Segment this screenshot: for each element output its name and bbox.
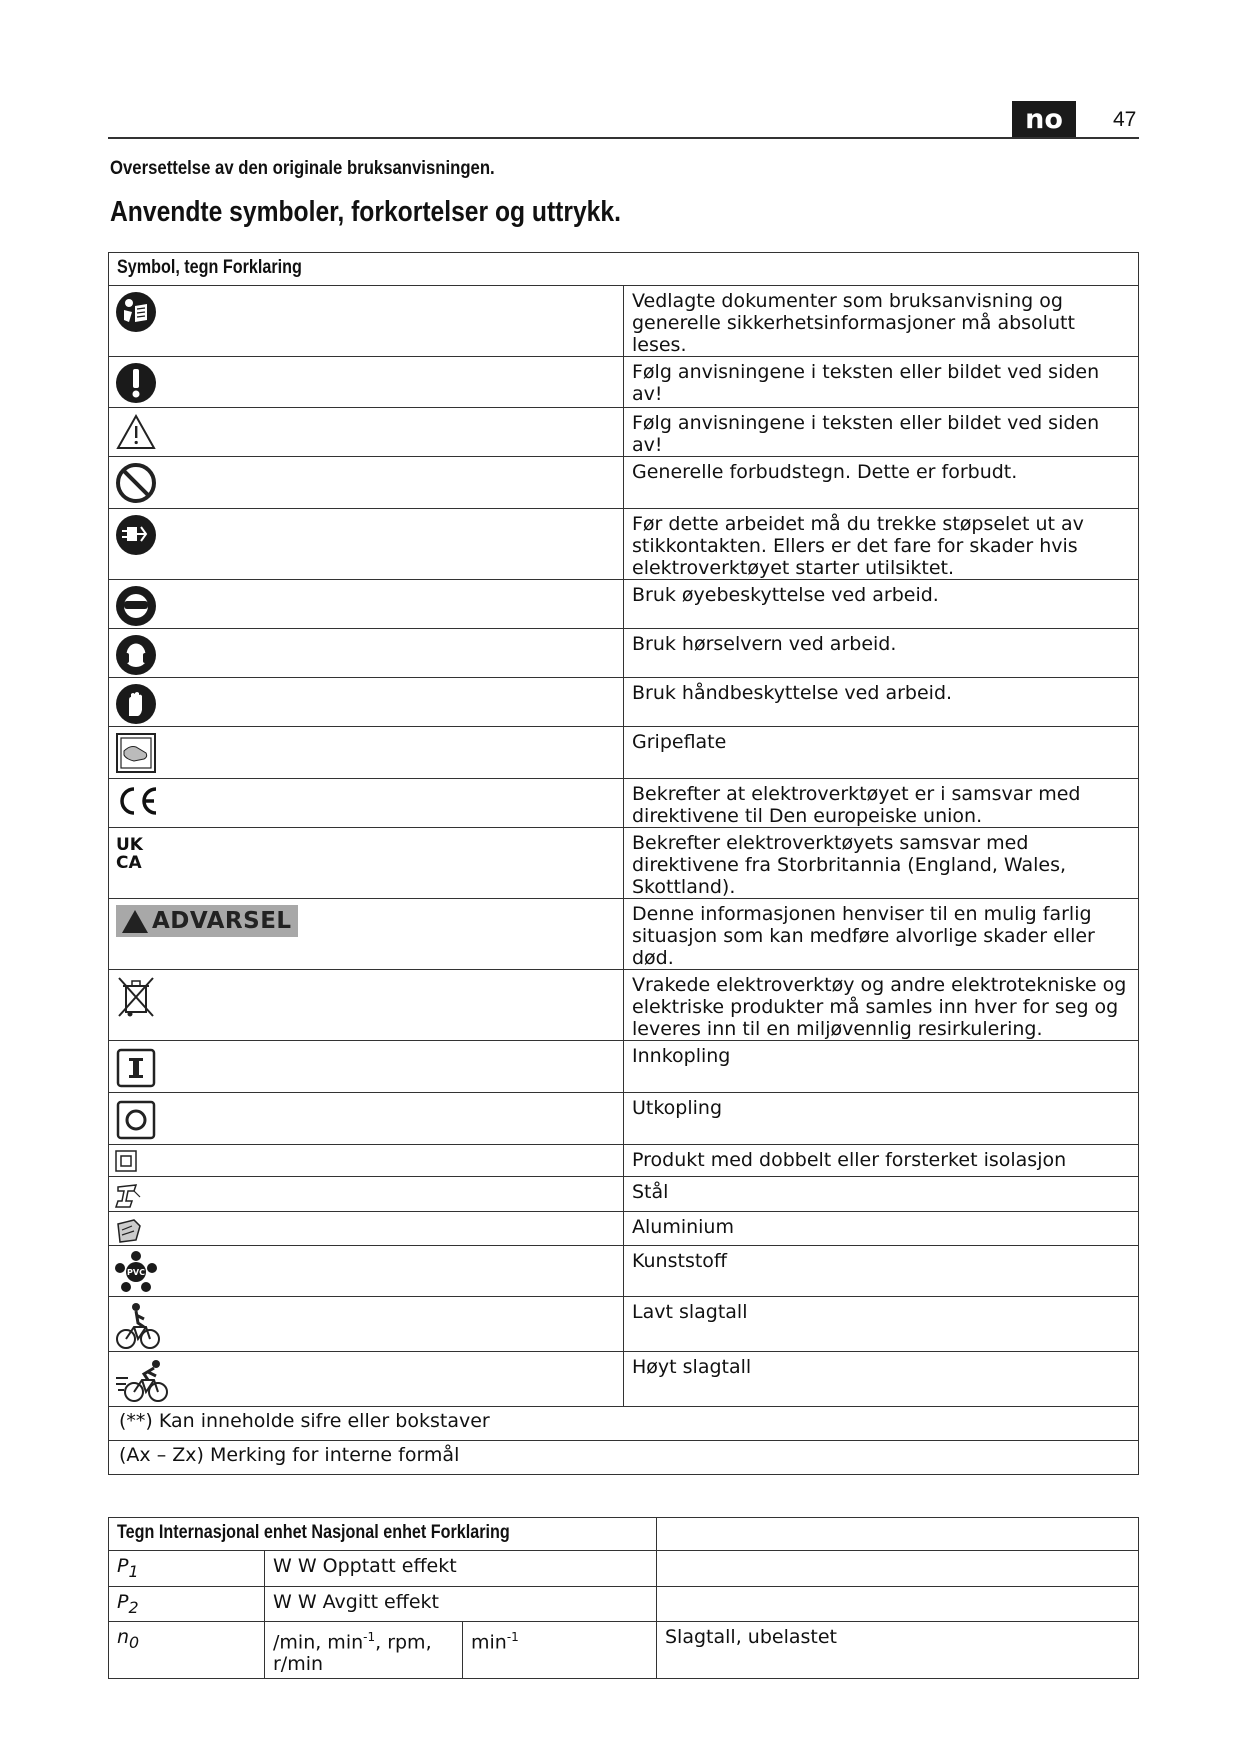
row-text: Vedlagte dokumenter som bruksanvisning og generelle sikkerhetsinformasjoner må absolutt leses. — [624, 286, 1139, 357]
national-unit-text: min — [471, 1631, 507, 1654]
row-text: Bruk øyebeskyttelse ved arbeid. — [624, 580, 1139, 629]
table-row — [109, 1297, 1139, 1352]
symbol-table-header-label: Symbol, tegn Forklaring — [117, 257, 302, 278]
switch-on-icon — [114, 1045, 158, 1091]
steel-icon — [114, 1181, 144, 1209]
exclamation-circle-icon — [114, 361, 158, 405]
row-text: Utkopling — [624, 1093, 1139, 1145]
weee-bin-icon — [114, 974, 158, 1020]
international-unit: W W Opptatt effekt — [265, 1551, 657, 1587]
svg-text:UK: UK — [116, 835, 143, 855]
row-text: Produkt med dobbelt eller forsterket isolasjon — [624, 1145, 1139, 1177]
table-row — [109, 970, 1139, 1041]
high-speed-bicycle-icon — [114, 1356, 170, 1406]
table-row — [109, 1246, 1139, 1297]
symbol-table-header — [109, 253, 1139, 286]
page-title: Anvendte symboler, forkortelser og uttrykk. — [110, 196, 621, 228]
row-text: Bekrefter at elektroverktøyet er i samsvar med direktivene til Den europeiske union. — [624, 779, 1139, 828]
sign-letter: n — [117, 1626, 130, 1648]
row-text: Bruk håndbeskyttelse ved arbeid. — [624, 678, 1139, 727]
unit-superscript: -1 — [506, 1630, 519, 1644]
prohibition-icon — [114, 461, 158, 505]
unplug-icon — [114, 513, 158, 557]
row-text: Bekrefter elektroverktøyets samsvar med direktivene fra Storbritannia (England, Wales, Skottland). — [624, 828, 1139, 899]
footnote-text: (Ax – Zx) Merking for interne formål — [109, 1441, 1139, 1475]
hand-protection-icon — [114, 682, 158, 726]
table-row — [109, 678, 1139, 727]
row-text: Lavt slagtall — [624, 1297, 1139, 1352]
table-row — [109, 286, 1139, 357]
advarsel-label — [116, 905, 298, 937]
row-text: Før dette arbeidet må du trekke støpselet ut av stikkontakten. Ellers er det fare for skader hvis elektroverktøyet starter utilsiktet. — [624, 509, 1139, 580]
international-unit — [265, 1622, 463, 1679]
eye-protection-icon — [114, 584, 158, 628]
language-tag: no — [1012, 101, 1076, 138]
table-row — [109, 779, 1139, 828]
sign-cell — [109, 1551, 265, 1587]
plastic-pvc-icon — [114, 1250, 158, 1294]
row-text: Generelle forbudstegn. Dette er forbudt. — [624, 457, 1139, 509]
document-subtitle: Oversettelse av den originale bruksanvisningen. — [110, 158, 495, 179]
warning-icon — [122, 910, 148, 933]
row-text: Følg anvisningene i teksten eller bildet ved siden av! — [624, 408, 1139, 457]
row-text: Denne informasjonen henviser til en mulig farlig situasjon som kan medføre alvorlige skader eller død. — [624, 899, 1139, 970]
ear-protection-icon — [114, 633, 158, 677]
ukca-mark-icon — [114, 832, 154, 872]
international-unit-b: , rpm, r/min — [273, 1631, 432, 1676]
row-text: Høyt slagtall — [624, 1352, 1139, 1407]
row-text: Følg anvisningene i teksten eller bildet ved siden av! — [624, 357, 1139, 408]
warning-triangle-icon — [114, 412, 158, 452]
sign-cell — [109, 1622, 265, 1679]
table-row — [109, 1177, 1139, 1212]
explanation — [657, 1551, 1139, 1587]
advarsel-text: ADVARSEL — [152, 908, 292, 934]
sign-subscript: 2 — [128, 1597, 139, 1617]
row-text: Gripeflate — [624, 727, 1139, 779]
national-unit — [463, 1622, 657, 1679]
ce-mark-icon — [114, 783, 162, 819]
table-row — [109, 1093, 1139, 1145]
sign-subscript: 1 — [128, 1561, 139, 1581]
row-text: Vrakede elektroverktøy og andre elektrotekniske og elektriske produkter må samles inn hver for seg og leveres inn til en miljøvennlig resirkulering. — [624, 970, 1139, 1041]
table-row — [109, 899, 1139, 970]
table-row — [109, 1145, 1139, 1177]
double-insulation-icon — [114, 1149, 140, 1173]
aluminium-icon — [114, 1216, 144, 1244]
table-row — [109, 727, 1139, 779]
unit-table — [108, 1517, 1139, 1679]
switch-off-icon — [114, 1097, 158, 1143]
footnote-row — [109, 1441, 1139, 1475]
page-number: 47 — [1113, 108, 1137, 131]
table-row — [109, 1551, 1139, 1587]
international-unit-a: /min, min — [273, 1631, 364, 1654]
row-text: Innkopling — [624, 1041, 1139, 1093]
sign-subscript: 0 — [129, 1632, 140, 1652]
table-row — [109, 457, 1139, 509]
svg-text:PVC: PVC — [127, 1268, 145, 1277]
explanation: Slagtall, ubelastet — [657, 1622, 1139, 1679]
table-row — [109, 357, 1139, 408]
unit-table-header-label: Tegn Internasjonal enhet Nasjonal enhet Forklaring — [117, 1522, 510, 1543]
row-text: Kunststoff — [624, 1246, 1139, 1297]
footnote-row — [109, 1407, 1139, 1441]
table-row — [109, 1212, 1139, 1246]
row-text: Stål — [624, 1177, 1139, 1212]
sign-cell — [109, 1587, 265, 1622]
unit-superscript: -1 — [363, 1630, 376, 1644]
grip-surface-icon — [114, 731, 158, 775]
header-rule — [108, 137, 1139, 139]
symbol-table — [108, 252, 1139, 1475]
table-row — [109, 509, 1139, 580]
table-row — [109, 1352, 1139, 1407]
sign-letter: P — [117, 1591, 129, 1613]
row-text: Aluminium — [624, 1212, 1139, 1246]
low-speed-bicycle-icon — [114, 1301, 162, 1351]
table-row — [109, 580, 1139, 629]
international-unit: W W Avgitt effekt — [265, 1587, 657, 1622]
table-row — [109, 408, 1139, 457]
row-text: Bruk hørselvern ved arbeid. — [624, 629, 1139, 678]
table-row — [109, 629, 1139, 678]
table-row — [109, 1041, 1139, 1093]
table-row — [109, 1622, 1139, 1679]
sign-letter: P — [117, 1555, 129, 1577]
footnote-text: (**) Kan inneholde sifre eller bokstaver — [109, 1407, 1139, 1441]
table-row — [109, 828, 1139, 899]
table-row — [109, 1587, 1139, 1622]
unit-table-header — [109, 1518, 1139, 1551]
svg-text:CA: CA — [116, 853, 142, 872]
read-manual-icon — [114, 290, 158, 334]
explanation — [657, 1587, 1139, 1622]
